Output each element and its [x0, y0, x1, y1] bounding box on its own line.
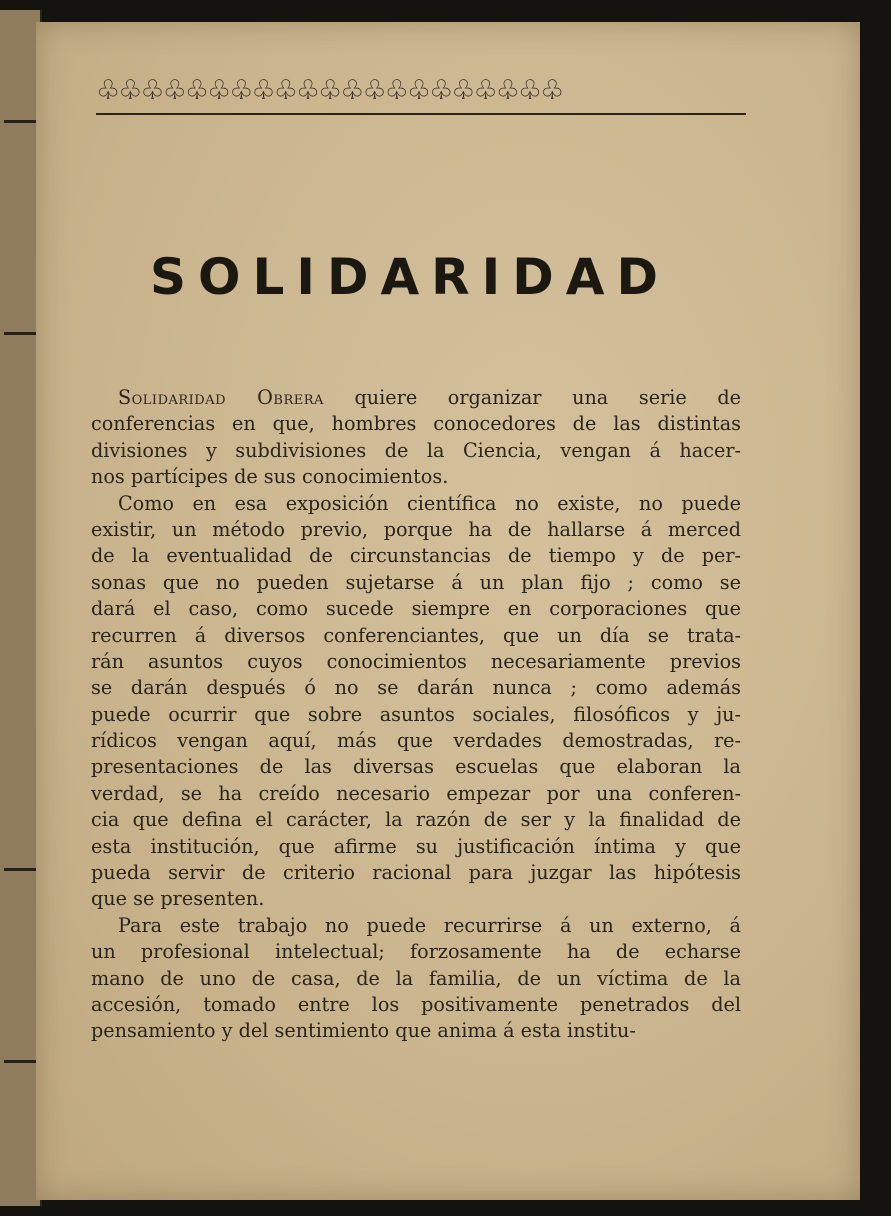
line-text: nos partícipes de sus conocimientos.: [91, 465, 449, 489]
spine-mark: [4, 868, 38, 871]
text-line: [91, 464, 741, 490]
line-text: un profesional intelectual; forzosamente ha de echarse: [91, 940, 741, 964]
page-title: SOLIDARIDAD: [150, 248, 670, 306]
text-line: [91, 834, 741, 860]
line-text: accesión, tomado entre los positivamente penetrados del: [91, 992, 741, 1016]
line-text: rídicos vengan aquí, más que verdades demostradas, re-: [91, 729, 741, 753]
spine-mark: [4, 332, 38, 335]
text-line: [91, 649, 741, 675]
text-line: [91, 438, 741, 464]
text-line: [91, 966, 741, 992]
line-text: sonas que no pueden sujetarse á un plan fijo ; como se: [91, 570, 741, 594]
text-line: [91, 1018, 741, 1044]
line-text: cia que defina el carácter, la razón de ser y la finalidad de: [91, 808, 741, 832]
line-text: se darán después ó no se darán nunca ; como además: [91, 676, 741, 700]
spine-mark: [4, 120, 38, 123]
text-line: [91, 754, 741, 780]
line-text: pueda servir de criterio racional para juzgar las hipótesis: [91, 861, 741, 885]
text-line: [91, 543, 741, 569]
line-text: rán asuntos cuyos conocimientos necesariamente previos: [91, 649, 741, 673]
text-line: [91, 675, 741, 701]
line-text: recurren á diversos conferenciantes, que un día se trata-: [91, 623, 741, 647]
line-text: esta institución, que afirme su justificación íntima y que: [91, 834, 741, 858]
text-line: [91, 570, 741, 596]
spine-mark: [4, 1060, 38, 1063]
text-line: [91, 728, 741, 754]
text-line: [91, 886, 741, 912]
line-text: que se presenten.: [91, 887, 265, 911]
line-text: existir, un método previo, porque ha de hallarse á merced: [91, 517, 741, 541]
paragraph: [91, 913, 741, 1045]
text-line: [91, 491, 741, 517]
line-text: presentaciones de las diversas escuelas que elaboran la: [91, 755, 741, 779]
line-text: divisiones y subdivisiones de la Ciencia, vengan á hacer-: [91, 438, 741, 462]
text-line: [91, 860, 741, 886]
line-text: Para este trabajo no puede recurrirse á un externo, á: [118, 913, 741, 937]
text-line: [91, 781, 741, 807]
body-text: [91, 385, 741, 1045]
line-text: conferencias en que, hombres conocedores de las distintas: [91, 412, 741, 436]
line-text: quiere organizar una serie de: [323, 386, 741, 409]
text-line: [91, 939, 741, 965]
line-text: de la eventualidad de circunstancias de tiempo y de per-: [91, 544, 741, 568]
text-line: [91, 385, 741, 411]
text-line: [91, 992, 741, 1018]
text-line: [91, 596, 741, 622]
line-text: verdad, se ha creído necesario empezar por una conferen-: [91, 781, 741, 805]
line-text: puede ocurrir que sobre asuntos sociales, filosóficos y ju-: [91, 702, 741, 726]
ornamental-border: ♧♧♧♧♧♧♧♧♧♧♧♧♧♧♧♧♧♧♧♧♧: [96, 75, 563, 106]
paragraph: [91, 385, 741, 491]
text-line: [91, 623, 741, 649]
paragraph: [91, 491, 741, 913]
text-line: [91, 517, 741, 543]
line-text: mano de uno de casa, de la familia, de un víctima de la: [91, 966, 741, 990]
text-line: [91, 807, 741, 833]
line-text: dará el caso, como sucede siempre en corporaciones que: [91, 597, 741, 621]
text-line: [91, 702, 741, 728]
line-text: Como en esa exposición científica no existe, no puede: [118, 491, 741, 515]
text-line: [91, 411, 741, 437]
line-text: pensamiento y del sentimiento que anima á esta institu-: [91, 1019, 636, 1043]
header-rule: [96, 113, 746, 115]
text-line: [91, 913, 741, 939]
smallcaps-text: Solidaridad Obrera: [118, 386, 324, 409]
